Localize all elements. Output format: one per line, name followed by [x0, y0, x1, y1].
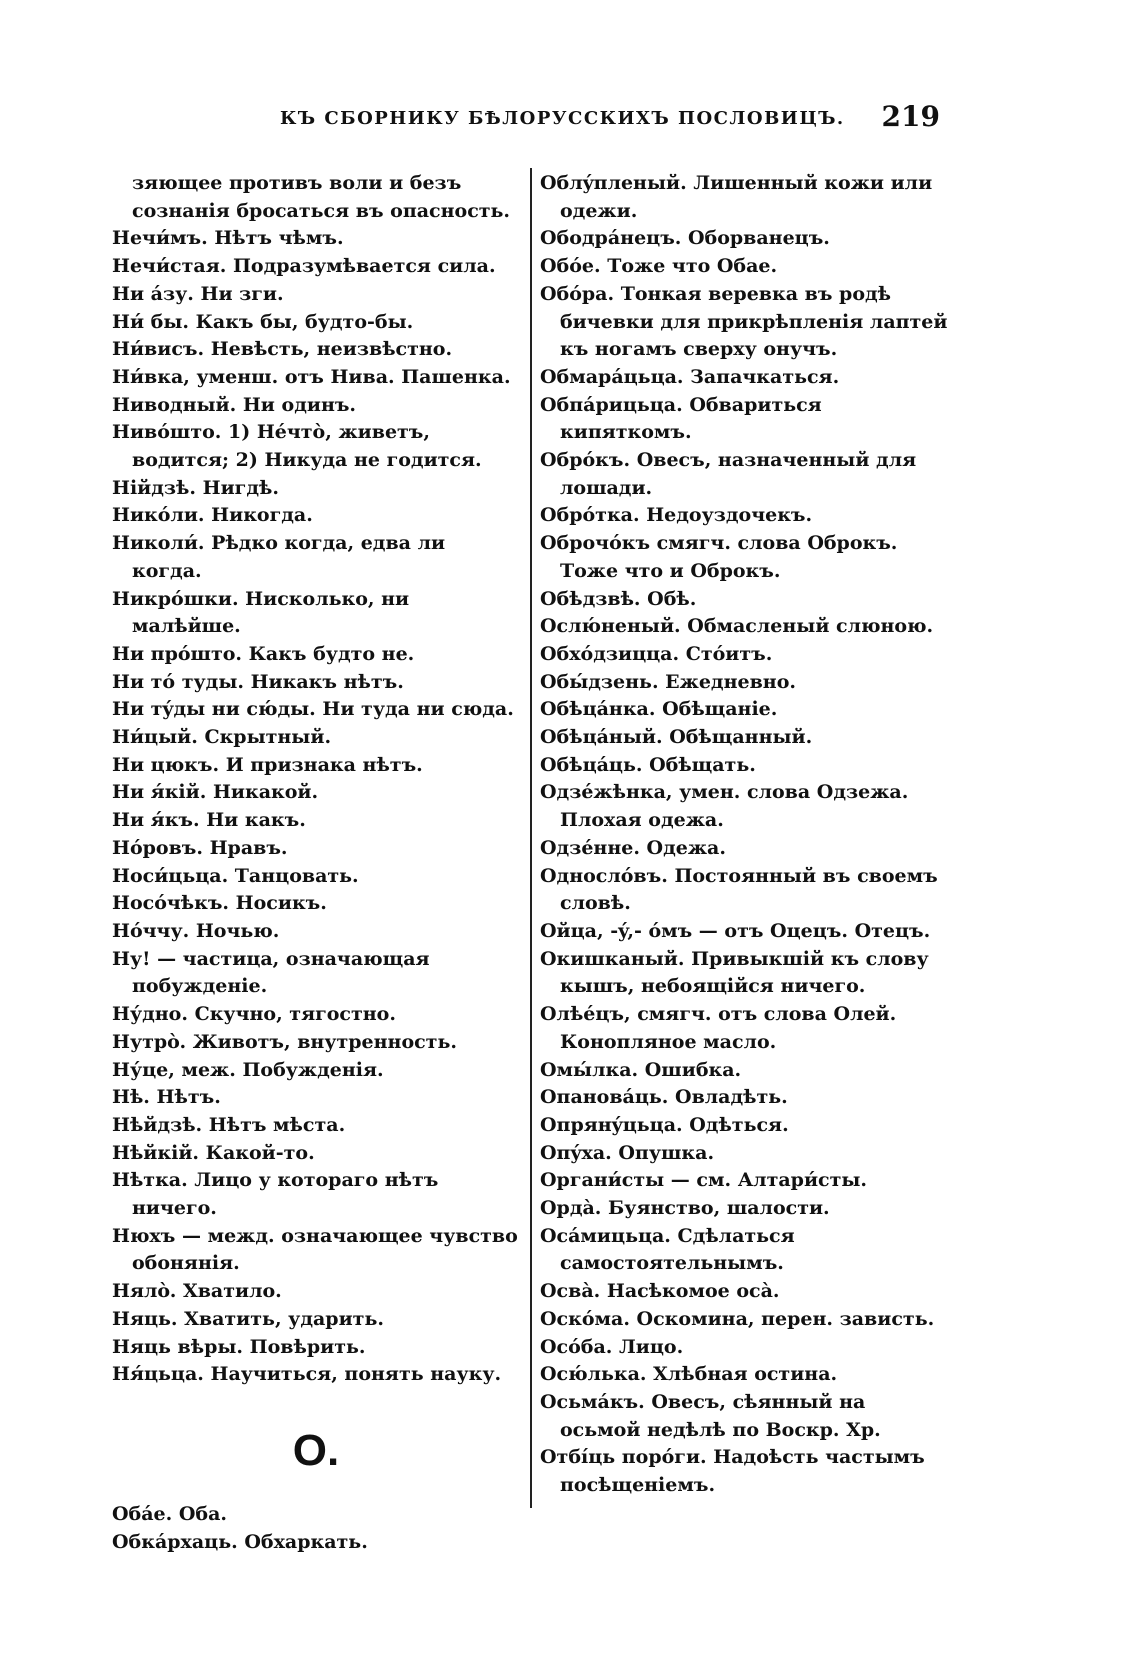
dictionary-entry: Ни́цый. Скрытный. [112, 726, 332, 749]
dictionary-entry: Ни́вка, уменш. отъ Нива. Пашенка. [112, 365, 511, 388]
dictionary-entry: Обмарáцьца. Запачкаться. [540, 365, 840, 388]
dictionary-entry: Освà. Насѣкомое осà. [540, 1280, 780, 1303]
dictionary-entry: Омы́лка. Ошибка. [540, 1058, 742, 1081]
column-divider [530, 168, 532, 1508]
dictionary-entry: Нялò. Хватило. [112, 1280, 282, 1303]
dictionary-entry: Няць вѣры. Повѣрить. [112, 1335, 366, 1358]
dictionary-entry: Никрóшки. Нисколько, ни малѣйше. [112, 587, 410, 638]
dictionary-entry: зяющее противъ воли и безъ сознанія бросаться въ опасность. [132, 172, 511, 222]
dictionary-entry: Окишканый. Привыкшій къ слову кышъ, небоящійся ничего. [540, 947, 929, 998]
dictionary-entry: Осьмáкъ. Овесъ, сѣянный на осьмой недѣлѣ по Воскр. Хр. [540, 1390, 881, 1441]
dictionary-entry: Ни́висъ. Невѣсть, неизвѣстно. [112, 338, 453, 361]
dictionary-entry: Опýха. Опушка. [540, 1141, 715, 1164]
page-header [280, 96, 940, 142]
dictionary-entry: Носи́цьца. Танцовать. [112, 864, 359, 887]
dictionary-entry: Однослóвъ. Постоянный въ своемъ словѣ. [540, 864, 938, 915]
dictionary-entry: Ну! — частица, означающая побужденіе. [112, 947, 430, 998]
dictionary-entry: Ободрáнецъ. Оборванецъ. [540, 227, 830, 250]
page-number: 219 [881, 100, 940, 133]
dictionary-entry: Няць. Хватить, ударить. [112, 1307, 384, 1330]
dictionary-entry: Нутрò. Животъ, внутренность. [112, 1030, 457, 1053]
left-entries [112, 170, 520, 1389]
dictionary-entry: Нѣтка. Лицо у котораго нѣтъ ничего. [112, 1169, 439, 1220]
dictionary-entry: Обѣдзвѣ. Обѣ. [540, 587, 697, 610]
dictionary-entry: Ну́це, меж. Побужденія. [112, 1058, 384, 1081]
dictionary-entry: Обкáрхаць. Обхаркать. [112, 1530, 368, 1553]
right-column [540, 170, 948, 1500]
dictionary-entry: Нюхъ — межд. означающее чувство обонянія. [112, 1224, 518, 1275]
left-entries-after-heading [112, 1501, 520, 1556]
dictionary-entry: Обрóтка. Недоуздочекъ. [540, 504, 813, 527]
dictionary-entry: Обѣцáць. Обѣщать. [540, 753, 756, 776]
dictionary-entry: Обпáрицьца. Обвариться кипяткомъ. [540, 393, 822, 444]
dictionary-entry: Опрянýцьца. Одѣться. [540, 1113, 789, 1136]
dictionary-entry: Нѣ. Нѣтъ. [112, 1086, 221, 1109]
dictionary-entry: Ордà. Буянство, шалости. [540, 1197, 830, 1220]
dictionary-entry: Обѣцáный. Обѣщанный. [540, 726, 813, 749]
dictionary-entry: Ойца, -ý,- óмъ — отъ Оцецъ. Отецъ. [540, 919, 931, 942]
left-column [112, 170, 520, 1556]
dictionary-entry: Обóе. Тоже что Обае. [540, 255, 778, 278]
section-letter-heading: О. [292, 1425, 340, 1475]
dictionary-entry: Осю́лька. Хлѣбная остина. [540, 1363, 838, 1386]
dictionary-entry: Обóра. Тонкая веревка въ родѣ бичевки для прикрѣпленія лаптей къ ногамъ сверху онучъ. [540, 282, 948, 361]
dictionary-entry: Нивóшто. 1) Нéчтò, живетъ, водится; 2) Никуда не годится. [112, 421, 482, 472]
dictionary-entry: Ни тó туды. Никакъ нѣтъ. [112, 670, 404, 693]
dictionary-entry: Ни я́къ. Ни какъ. [112, 809, 306, 832]
dictionary-entry: Осóба. Лицо. [540, 1335, 684, 1358]
dictionary-entry: Ни́ бы. Какъ бы, будто-бы. [112, 310, 414, 333]
dictionary-entry: Олѣéцъ, смягч. отъ слова Олей. Конопляное масло. [540, 1003, 897, 1053]
dictionary-entry: Нѣйкій. Какой-то. [112, 1141, 315, 1164]
dictionary-entry: Облýпленый. Лишенный кожи или одежи. [540, 172, 933, 222]
dictionary-entry: Нечи́стая. Подразумѣвается сила. [112, 255, 496, 278]
dictionary-entry: Опановáць. Овладѣть. [540, 1086, 788, 1109]
dictionary-entry: Обхóдзицца. Стóитъ. [540, 642, 773, 665]
running-title: КЪ СБОРНИКУ БѢЛОРУССКИХЪ ПОСЛОВИЦЪ. [280, 108, 845, 129]
dictionary-entry: Обáе. Оба. [112, 1502, 228, 1525]
dictionary-entry: Ослю́неный. Обмасленый слюною. [540, 615, 934, 638]
dictionary-entry: Ну́дно. Скучно, тягостно. [112, 1003, 396, 1026]
dictionary-entry: Нѣйдзѣ. Нѣтъ мѣста. [112, 1113, 346, 1136]
dictionary-entry: Одзéнне. Одежа. [540, 836, 726, 859]
dictionary-entry: Ни я́кій. Никакой. [112, 781, 319, 804]
dictionary-entry: Ни тýды ни сю́ды. Ни туда ни сюда. [112, 698, 514, 721]
dictionary-entry: Нійдзѣ. Нигдѣ. [112, 476, 279, 499]
dictionary-entry: Оскóма. Оскомина, перен. зависть. [540, 1307, 935, 1330]
dictionary-entry: Отбі́ць порóги. Надоѣсть частымъ посѣщеніемъ. [540, 1446, 925, 1497]
dictionary-entry: Ниводный. Ни одинъ. [112, 393, 357, 416]
right-entries [540, 170, 948, 1500]
dictionary-entry: Никóли. Никогда. [112, 504, 313, 527]
dictionary-entry: Николи́. Рѣдко когда, едва ли когда. [112, 532, 446, 582]
dictionary-entry: Нóровъ. Нравъ. [112, 836, 288, 859]
dictionary-entry: Нечи́мъ. Нѣтъ чѣмъ. [112, 227, 344, 250]
dictionary-entry: Ня́цьца. Научиться, понять науку. [112, 1363, 502, 1386]
dictionary-entry: Ни цюкъ. И признака нѣтъ. [112, 753, 423, 776]
dictionary-entry: Ни а́зу. Ни зги. [112, 282, 284, 305]
dictionary-entry: Осáмицьца. Сдѣлаться самостоятельнымъ. [540, 1224, 795, 1275]
dictionary-entry: Носóчѣкъ. Носикъ. [112, 892, 327, 915]
dictionary-entry: Одзéжѣнка, умен. слова Одзежа. Плохая одежа. [540, 781, 909, 832]
dictionary-entry: Обрóкъ. Овесъ, назначенный для лошади. [540, 449, 917, 499]
dictionary-entry: Обѣцáнка. Обѣщаніе. [540, 698, 778, 721]
dictionary-entry: Обы́дзень. Ежедневно. [540, 670, 796, 693]
dictionary-entry: Органи́сты — см. Алтари́сты. [540, 1169, 868, 1192]
dictionary-entry: Нóччу. Ночью. [112, 919, 280, 942]
dictionary-entry: Оброчóкъ смягч. слова Оброкъ. Тоже что и Оброкъ. [540, 532, 898, 582]
dictionary-entry: Ни прóшто. Какъ будто не. [112, 642, 415, 665]
